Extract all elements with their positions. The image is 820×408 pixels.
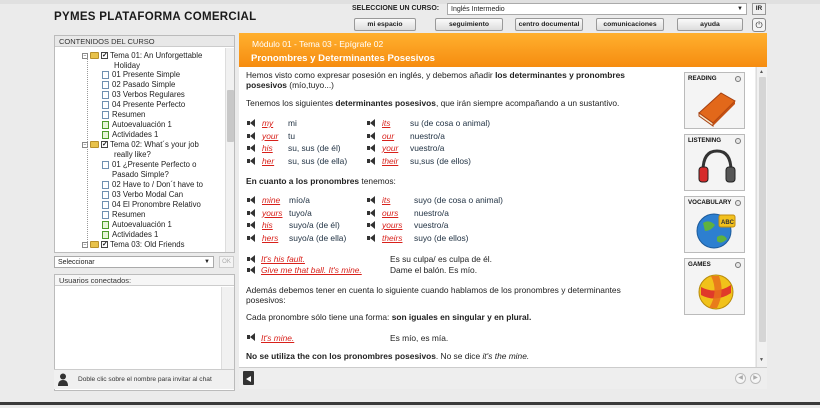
english-word: his — [262, 220, 273, 230]
pron-intro: tenemos: — [359, 176, 396, 186]
tree-item[interactable] — [102, 110, 145, 120]
vocabulary-tile[interactable] — [684, 196, 745, 253]
tree-theme-item[interactable] — [82, 51, 202, 61]
english-word: its — [382, 118, 391, 128]
speaker-icon[interactable] — [367, 234, 376, 242]
folder-icon — [90, 141, 99, 148]
spanish-translation: tuyo/a — [289, 207, 312, 218]
next-icon[interactable]: ▶ — [750, 373, 761, 384]
course-label: SELECCIONE UN CURSO: — [352, 5, 440, 12]
course-contents-panel — [54, 35, 235, 253]
speaker-icon[interactable] — [247, 255, 256, 263]
tree-item[interactable] — [102, 100, 185, 110]
document-icon — [102, 81, 109, 89]
tree-item[interactable] — [102, 160, 197, 170]
tree-item-label: Tema 02: What´s your job — [110, 140, 199, 149]
radio-icon — [735, 76, 741, 82]
nav-centro-documental[interactable]: centro documental — [515, 18, 583, 31]
collapse-icon[interactable]: − — [83, 242, 87, 248]
tree-item[interactable] — [102, 210, 145, 220]
det-intro: Tenemos los siguientes — [246, 98, 336, 108]
english-word: my — [262, 118, 274, 128]
ball-icon — [697, 273, 735, 311]
vocabulary-label: VOCABULARY — [688, 199, 732, 206]
games-label: GAMES — [688, 261, 711, 268]
tree-item[interactable] — [102, 130, 158, 140]
tree-item[interactable] — [102, 180, 203, 190]
lesson-header — [239, 33, 767, 67]
spanish-translation: suyo/a (de ella) — [289, 232, 347, 243]
activity-icon — [102, 231, 109, 239]
det-intro-bold: determinantes posesivos — [335, 98, 436, 108]
tree-item-label: Autoevaluación 1 — [112, 120, 172, 129]
tree-item[interactable] — [102, 190, 183, 200]
users-scrollbar[interactable] — [221, 287, 234, 369]
note-line-1: Además debemos tener en cuenta lo siguiente cuando hablamos de los pronombres y determinantes — [246, 285, 621, 295]
tree-theme-item[interactable] — [82, 140, 199, 150]
speaker-icon[interactable] — [247, 234, 256, 242]
course-select-value: Inglés Intermedio — [451, 6, 505, 13]
speaker-icon[interactable] — [247, 132, 256, 140]
user-icon — [58, 373, 68, 386]
english-word: his — [262, 143, 273, 153]
content-scrollbar-thumb[interactable] — [759, 77, 766, 342]
document-icon — [102, 201, 109, 209]
tree-item-label: Actividades 1 — [112, 130, 159, 139]
english-word: mine — [262, 195, 281, 205]
english-word: its — [382, 195, 391, 205]
spanish-translation: mi — [288, 118, 297, 128]
document-icon — [102, 101, 109, 109]
collapse-icon[interactable]: − — [83, 53, 87, 59]
reading-label: READING — [688, 75, 717, 82]
rule-bold: No se utiliza the con los pronombres posesivos — [246, 351, 436, 361]
tree-item-label: Tema 03: Old Friends — [110, 240, 185, 249]
speaker-toggle-icon[interactable] — [243, 371, 254, 385]
tree-item-label: Resumen — [112, 210, 146, 219]
tree-item-label: Pasado Simple? — [112, 170, 169, 179]
speaker-icon[interactable] — [247, 119, 256, 127]
english-word: hers — [262, 232, 279, 243]
speaker-icon[interactable] — [247, 196, 256, 204]
spanish-translation: su,sus (de ellos) — [410, 155, 471, 166]
course-contents-title: CONTENIDOS DEL CURSO — [55, 36, 234, 47]
tree-item[interactable] — [112, 170, 169, 180]
intro-bold-2: posesivos — [246, 80, 287, 90]
radio-icon — [735, 138, 741, 144]
speaker-icon[interactable] — [247, 266, 256, 274]
ok-button[interactable]: OK — [219, 256, 234, 268]
tree-item-label: Holiday — [114, 61, 141, 70]
nav-mi-espacio[interactable]: mi espacio — [354, 18, 416, 31]
nav-ayuda[interactable]: ayuda — [677, 18, 743, 31]
intro-text: Hemos visto como expresar posesión en inglés, y debemos añadir — [246, 70, 496, 80]
activity-icon — [102, 131, 109, 139]
tree-item-label: 01 Presente Simple — [112, 70, 181, 79]
radio-icon — [735, 200, 741, 206]
spanish-translation: suyo (de ellos) — [414, 232, 469, 243]
rule-italic: it's the mine. — [482, 351, 530, 361]
tree-item-label: 04 Presente Perfecto — [112, 100, 186, 109]
nav-seguimiento[interactable]: seguimiento — [435, 18, 503, 31]
document-icon — [102, 211, 109, 219]
example-en: Give me that ball. It's mine. — [261, 265, 362, 275]
chevron-down-icon: ▼ — [204, 259, 210, 265]
tree-item[interactable] — [102, 230, 158, 240]
intro-bold: los determinantes y pronombres — [495, 70, 625, 80]
tree-item-label: Actividades 1 — [112, 230, 159, 239]
spanish-translation: mío/a — [289, 195, 310, 205]
go-button[interactable]: IR — [752, 3, 766, 15]
spanish-translation: tu — [288, 130, 295, 141]
document-icon — [102, 71, 109, 79]
speaker-icon[interactable] — [367, 196, 376, 204]
speaker-icon[interactable] — [367, 209, 376, 217]
tree-connector — [87, 58, 88, 246]
tree-item[interactable] — [102, 80, 175, 90]
select-dropdown-value: Seleccionar — [58, 259, 95, 266]
form-bold: son iguales en singular y en plural. — [391, 312, 532, 322]
speaker-icon[interactable] — [247, 221, 256, 229]
tree-item[interactable] — [102, 70, 180, 80]
speaker-icon[interactable] — [367, 157, 376, 165]
english-word: her — [262, 155, 275, 166]
english-word: yours — [262, 207, 283, 218]
english-word: our — [382, 130, 395, 141]
english-word: your — [262, 130, 279, 141]
book-icon — [695, 87, 737, 127]
check-icon: ✓ — [102, 241, 108, 248]
prev-icon[interactable]: ◀ — [735, 373, 746, 384]
spanish-translation: su (de cosa o animal) — [410, 118, 491, 128]
module-breadcrumb: Módulo 01 - Tema 03 - Epígrafe 02 — [252, 39, 384, 49]
tree-item[interactable] — [102, 90, 185, 100]
document-icon — [102, 191, 109, 199]
tree-theme-item[interactable] — [82, 240, 185, 250]
tree-item-label: Autoevaluación 1 — [112, 220, 172, 229]
document-icon — [102, 161, 109, 169]
english-word: your — [382, 143, 399, 153]
users-title: Usuarios conectados: — [55, 275, 234, 286]
spanish-translation: suyo (de cosa o animal) — [414, 195, 503, 205]
english-word: yours — [382, 220, 403, 230]
lesson-content — [239, 67, 755, 367]
content-scrollbar[interactable] — [756, 67, 767, 367]
users-footer — [54, 369, 234, 389]
spanish-translation: su, sus (de ella) — [288, 155, 348, 166]
tree-item[interactable] — [102, 200, 201, 210]
tree-item-label: Resumen — [112, 110, 146, 119]
example-en: It's his fault. — [261, 254, 305, 264]
headphones-icon — [697, 147, 737, 189]
games-tile[interactable] — [684, 258, 745, 315]
tree-item-label: Tema 01: An Unforgettable — [110, 51, 203, 60]
note-line-2: posesivos: — [246, 295, 286, 305]
spanish-translation: su, sus (de él) — [288, 143, 341, 153]
tree-item-label: 03 Verbos Regulares — [112, 90, 185, 99]
english-word: their — [382, 155, 399, 166]
speaker-icon[interactable] — [247, 209, 256, 217]
globe-icon — [693, 209, 739, 251]
tree-item-label: 02 Have to / Don´t have to — [112, 180, 204, 189]
det-intro-tail: , que irán siempre acompañando a un sustantivo. — [435, 98, 620, 108]
document-icon — [102, 181, 109, 189]
example-en: It's mine. — [261, 333, 295, 343]
spanish-translation: suyo/a (de él) — [289, 220, 340, 230]
pron-intro-bold: En cuanto a los pronombres — [246, 176, 360, 186]
tree-item-label: 02 Pasado Simple — [112, 80, 176, 89]
nav-comunicaciones[interactable]: comunicaciones — [596, 18, 664, 31]
brand-title: PYMES PLATAFORMA COMERCIAL — [54, 11, 257, 23]
document-icon — [102, 111, 109, 119]
example-es: Es su culpa/ es culpa de él. — [390, 254, 492, 264]
collapse-icon[interactable]: − — [83, 142, 87, 148]
spanish-translation: vuestro/a — [414, 220, 449, 230]
activity-icon — [102, 121, 109, 129]
speaker-icon[interactable] — [367, 221, 376, 229]
form-text: Cada pronombre sólo tiene una forma: — [246, 312, 392, 322]
rule-text: . No se dice — [435, 351, 483, 361]
speaker-icon[interactable] — [367, 144, 376, 152]
tree-item[interactable] — [102, 220, 172, 230]
reading-tile[interactable] — [684, 72, 745, 129]
intro-text-2: (mío,tuyo...) — [286, 80, 334, 90]
speaker-icon[interactable] — [247, 144, 256, 152]
english-word: theirs — [382, 232, 403, 243]
spanish-translation: vuestro/a — [410, 143, 445, 153]
example-es: Dame el balón. Es mío. — [390, 265, 478, 275]
tree-item-label: 03 Verbo Modal Can — [112, 190, 184, 199]
tree-scrollbar[interactable] — [225, 48, 234, 252]
tree-item-label: 04 El Pronombre Relativo — [112, 200, 201, 209]
users-hint: Doble clic sobre el nombre para invitar al chat — [78, 376, 212, 383]
tree-item-label: really like? — [114, 150, 151, 159]
example-es: Es mío, es mía. — [390, 333, 449, 343]
english-word: ours — [382, 207, 399, 218]
bottom-border — [0, 402, 820, 405]
scroll-down-icon[interactable]: ▼ — [759, 357, 764, 363]
tree-item[interactable] — [114, 150, 151, 160]
check-icon: ✓ — [102, 52, 108, 59]
speaker-icon[interactable] — [247, 157, 256, 165]
svg-text:ABC: ABC — [721, 220, 734, 226]
course-tree — [56, 48, 225, 258]
speaker-icon[interactable] — [247, 333, 256, 341]
spanish-translation: nuestro/a — [414, 207, 449, 218]
listening-tile[interactable] — [684, 134, 745, 191]
speaker-icon[interactable] — [367, 119, 376, 127]
select-dropdown[interactable] — [54, 256, 214, 268]
speaker-icon[interactable] — [367, 132, 376, 140]
content-footer — [239, 367, 767, 389]
listening-label: LISTENING — [688, 137, 722, 144]
check-icon: ✓ — [102, 141, 108, 148]
document-icon — [102, 91, 109, 99]
folder-icon — [90, 241, 99, 248]
spanish-translation: nuestro/a — [410, 130, 445, 141]
tree-item-label: 01 ¿Presente Perfecto o — [112, 160, 197, 169]
chevron-down-icon: ▼ — [737, 6, 743, 12]
course-select[interactable] — [447, 3, 747, 15]
tree-scrollbar-thumb[interactable] — [227, 90, 234, 142]
folder-icon — [90, 52, 99, 59]
tree-item[interactable] — [102, 120, 172, 130]
activity-icon — [102, 221, 109, 229]
scroll-up-icon[interactable]: ▲ — [759, 69, 764, 75]
power-icon[interactable]: ⏻ — [752, 18, 766, 32]
lesson-title: Pronombres y Determinantes Posesivos — [251, 53, 435, 64]
radio-icon — [735, 262, 741, 268]
